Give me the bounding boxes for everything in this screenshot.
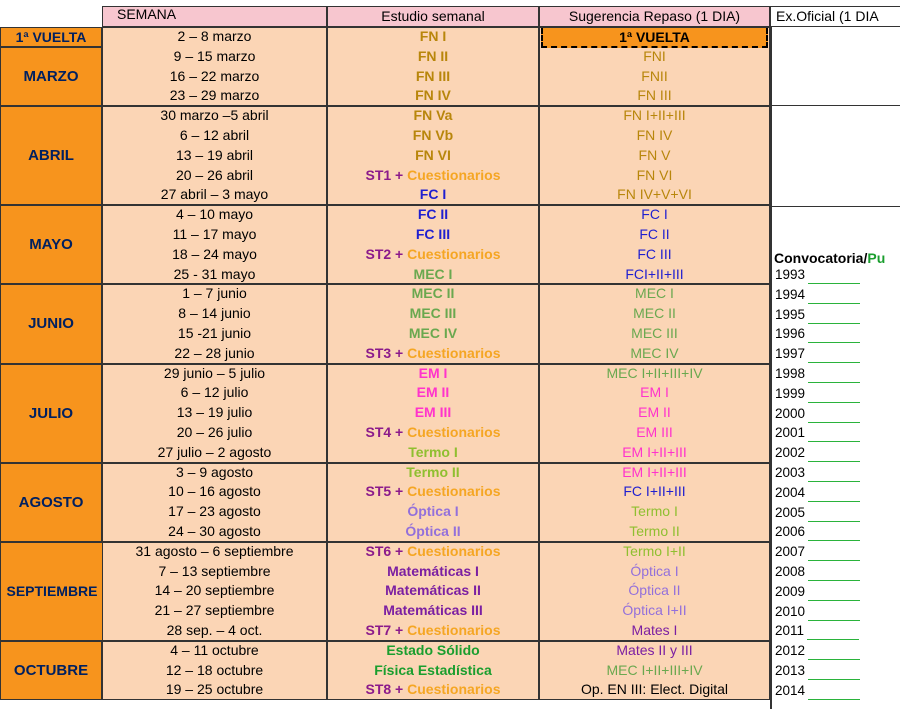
review-segment: MEC I+II+III+IV	[606, 661, 703, 678]
score-blank[interactable]	[808, 349, 860, 363]
score-blank[interactable]	[808, 310, 860, 324]
score-blank[interactable]	[808, 448, 860, 462]
review-segment: EM I+II+III	[622, 443, 687, 460]
score-blank[interactable]	[808, 468, 860, 482]
study-cell	[327, 245, 539, 264]
year-entry	[775, 523, 860, 541]
review-segment: FN IV+V+VI	[617, 186, 692, 203]
review-segment: FN IV	[636, 127, 673, 143]
review-segment: FNI	[643, 47, 666, 64]
study-cell	[327, 641, 539, 660]
review-cell	[539, 482, 770, 501]
year-label: 2008	[775, 564, 806, 579]
header-semana: SEMANA	[102, 6, 327, 27]
study-segment: +	[391, 245, 408, 262]
review-segment: MEC II	[633, 305, 676, 322]
review-cell	[539, 383, 770, 402]
vuelta-label: 1ª VUELTA	[0, 27, 102, 47]
review-cell	[539, 344, 770, 363]
study-cell	[327, 680, 539, 699]
review-segment: MEC III	[631, 325, 678, 341]
study-segment: Física Estadística	[374, 661, 492, 678]
year-entry	[775, 306, 860, 324]
study-cell	[327, 146, 539, 165]
week-cell: 1 – 7 junio	[182, 285, 247, 302]
review-cell	[539, 67, 770, 86]
week-cell: 3 – 9 agosto	[175, 463, 254, 480]
week-cell: 18 – 24 mayo	[172, 245, 257, 262]
week-cell: 13 – 19 julio	[176, 404, 253, 421]
year-entry	[775, 543, 860, 561]
year-label: 2006	[775, 524, 806, 540]
study-cell	[327, 284, 539, 303]
year-label: 1997	[775, 346, 806, 362]
review-cell	[539, 324, 770, 343]
week-cell: 28 sep. – 4 oct.	[166, 622, 263, 638]
study-segment: ST7	[365, 622, 392, 638]
study-cell	[327, 522, 539, 541]
week-cell: 6 – 12 julio	[180, 384, 249, 401]
year-label: 2001	[775, 425, 806, 441]
study-segment: Matemáticas I	[387, 562, 479, 579]
week-cell: 6 – 12 abril	[179, 127, 250, 143]
study-segment: FN Va	[413, 107, 453, 124]
year-label: 2000	[775, 405, 806, 421]
review-cell	[539, 265, 770, 284]
study-segment: FN III	[415, 67, 451, 84]
review-segment: EM I	[640, 384, 669, 401]
study-segment: FC II	[417, 206, 449, 223]
week-cell: 19 – 25 octubre	[165, 681, 264, 698]
study-segment: FN I	[419, 28, 447, 44]
week-cell: 4 – 11 octubre	[170, 641, 259, 658]
review-segment: FCI+II+III	[625, 265, 684, 282]
review-segment: MEC I+II+III+IV	[606, 364, 703, 381]
study-segment: +	[391, 483, 408, 500]
review-cell	[539, 502, 770, 521]
week-cell: 25 - 31 mayo	[173, 265, 256, 282]
week-cell: 2 – 8 marzo	[177, 28, 252, 44]
study-cell	[327, 304, 539, 323]
study-segment: Estado Sólido	[386, 641, 480, 658]
study-cell	[327, 344, 539, 363]
review-cell	[539, 86, 770, 105]
year-entry	[775, 325, 860, 343]
year-entry	[775, 424, 860, 442]
review-segment: FN VI	[636, 166, 673, 183]
study-segment: ST6	[365, 542, 392, 559]
score-blank[interactable]	[808, 270, 860, 284]
study-segment: Termo I	[408, 443, 458, 460]
review-segment: EM III	[636, 424, 673, 440]
month-octubre: OCTUBRE	[0, 641, 102, 700]
month-abril: ABRIL	[0, 106, 102, 205]
review-segment: MEC IV	[630, 344, 679, 361]
month-junio: JUNIO	[0, 284, 102, 363]
year-label: 2009	[775, 583, 806, 599]
study-cell	[327, 601, 539, 620]
study-segment: FC III	[415, 226, 451, 242]
year-entry	[775, 365, 860, 383]
year-entry	[775, 444, 860, 462]
review-segment: Termo I	[631, 503, 678, 520]
year-label: 2002	[775, 445, 806, 461]
study-cell	[327, 621, 539, 640]
score-blank[interactable]	[808, 389, 860, 403]
month-agosto: AGOSTO	[0, 463, 102, 542]
review-cell	[539, 166, 770, 185]
study-cell	[327, 86, 539, 105]
review-segment: Óptica I+II	[622, 602, 687, 619]
review-segment: Óptica II	[628, 582, 681, 599]
week-cell: 10 – 16 agosto	[168, 483, 261, 500]
study-cell	[327, 185, 539, 204]
study-segment: FN VI	[415, 146, 451, 163]
score-blank[interactable]	[808, 508, 860, 522]
year-entry	[775, 603, 860, 621]
convocatoria-slash: /	[863, 250, 868, 266]
study-segment: Cuestionarios	[407, 483, 501, 500]
week-cell: 24 – 30 agosto	[168, 523, 261, 539]
year-entry	[775, 266, 860, 284]
study-segment: Cuestionarios	[407, 681, 501, 698]
review-segment: Termo II	[629, 523, 680, 539]
study-segment: ST1	[365, 166, 392, 183]
review-cell	[539, 581, 770, 600]
study-segment: Cuestionarios	[407, 622, 501, 638]
study-cell	[327, 126, 539, 145]
header-estudio: Estudio semanal	[327, 6, 539, 27]
review-cell	[539, 680, 770, 699]
convocatoria-word: Convocatoria	[774, 250, 864, 266]
review-segment: Mates I	[631, 622, 678, 638]
study-segment: ST8	[365, 681, 392, 698]
review-cell	[539, 47, 770, 66]
study-cell	[327, 482, 539, 501]
year-entry	[775, 286, 860, 304]
week-cell: 20 – 26 julio	[176, 424, 253, 440]
study-cell	[327, 205, 539, 224]
review-cell	[539, 284, 770, 303]
week-cell: 22 – 28 junio	[174, 344, 255, 361]
month-julio: JULIO	[0, 364, 102, 463]
exoficial-row-divider	[770, 206, 900, 207]
study-cell	[327, 581, 539, 600]
study-segment: +	[391, 166, 408, 183]
score-blank[interactable]	[807, 626, 859, 640]
review-segment: FN III	[637, 87, 672, 104]
study-segment: Cuestionarios	[407, 424, 501, 440]
study-segment: EM II	[416, 384, 450, 401]
week-cell: 13 – 19 abril	[175, 146, 254, 163]
study-segment: Cuestionarios	[407, 344, 501, 361]
review-segment: Op. EN III: Elect. Digital	[580, 681, 729, 698]
year-entry	[775, 405, 860, 423]
study-cell	[327, 47, 539, 66]
review-segment: FC II	[639, 226, 670, 242]
study-cell	[327, 562, 539, 581]
study-cell	[327, 27, 539, 46]
study-segment: Termo II	[406, 463, 460, 480]
study-cell	[327, 364, 539, 383]
year-label: 2005	[775, 504, 806, 520]
year-entry	[775, 464, 860, 482]
study-cell	[327, 463, 539, 482]
review-segment: FN I+II+III	[623, 107, 686, 124]
study-cell	[327, 106, 539, 125]
study-cell	[327, 324, 539, 343]
year-label: 2011	[775, 623, 805, 639]
week-cell: 29 junio – 5 julio	[163, 364, 266, 381]
week-cell: 4 – 10 mayo	[175, 206, 254, 223]
score-blank[interactable]	[808, 409, 860, 423]
week-cell: 21 – 27 septiembre	[154, 602, 275, 619]
year-label: 2014	[775, 682, 806, 698]
study-segment: Óptica II	[405, 523, 461, 539]
study-cell	[327, 265, 539, 284]
year-entry	[775, 583, 860, 601]
week-cell: 30 marzo –5 abril	[160, 107, 269, 124]
review-segment: Mates II y III	[616, 641, 693, 658]
study-segment: +	[391, 622, 408, 638]
score-blank[interactable]	[808, 488, 860, 502]
review-segment: FC I	[641, 206, 668, 223]
score-blank[interactable]	[808, 567, 860, 581]
study-cell	[327, 67, 539, 86]
review-segment: MEC I	[635, 285, 674, 302]
study-cell	[327, 166, 539, 185]
week-cell: 27 julio – 2 agosto	[157, 443, 272, 460]
study-segment: MEC III	[409, 305, 457, 322]
week-cell: 14 – 20 septiembre	[154, 582, 275, 599]
score-blank[interactable]	[808, 369, 860, 383]
study-cell	[327, 542, 539, 561]
year-label: 2012	[775, 643, 806, 659]
study-segment: MEC I	[413, 265, 453, 282]
study-segment: +	[391, 681, 408, 698]
study-cell	[327, 403, 539, 422]
review-cell	[539, 403, 770, 422]
week-cell: 8 – 14 junio	[178, 305, 251, 322]
review-cell	[539, 225, 770, 244]
review-segment: FC III	[637, 245, 672, 262]
review-cell	[539, 245, 770, 264]
study-cell	[327, 423, 539, 442]
study-segment: ST2	[365, 245, 392, 262]
year-label: 1994	[775, 286, 806, 302]
year-entry	[775, 622, 859, 640]
study-segment: FN IV	[415, 87, 451, 104]
study-segment: +	[391, 344, 408, 361]
review-segment: FNII	[641, 67, 668, 84]
study-segment: FC I	[419, 186, 447, 203]
study-segment: Cuestionarios	[407, 245, 501, 262]
study-segment: MEC IV	[408, 325, 458, 341]
study-segment: MEC II	[411, 285, 455, 302]
study-segment: Matemáticas III	[383, 602, 483, 619]
study-segment: Matemáticas II	[385, 582, 481, 599]
week-cell: 9 – 15 marzo	[173, 47, 256, 64]
convocatoria-label	[774, 249, 885, 267]
review-cell	[539, 621, 770, 640]
score-blank[interactable]	[808, 547, 860, 561]
study-cell	[327, 661, 539, 680]
year-entry	[775, 563, 860, 581]
year-label: 2013	[775, 663, 806, 678]
score-blank[interactable]	[808, 329, 860, 343]
review-cell	[539, 542, 770, 561]
review-cell	[539, 205, 770, 224]
year-entry	[775, 682, 860, 700]
score-blank[interactable]	[808, 290, 860, 304]
year-label: 1999	[775, 385, 806, 401]
exoficial-column	[770, 27, 772, 709]
study-cell	[327, 383, 539, 402]
review-cell	[539, 522, 770, 541]
year-label: 2007	[775, 544, 806, 560]
review-cell	[539, 146, 770, 165]
review-cell	[539, 463, 770, 482]
week-cell: 17 – 23 agosto	[168, 503, 261, 520]
review-segment: Óptica I	[630, 562, 679, 579]
year-label: 1993	[775, 267, 806, 282]
year-entry	[775, 345, 860, 363]
score-blank[interactable]	[808, 646, 860, 660]
week-cell: 27 abril – 3 mayo	[160, 186, 269, 203]
review-cell	[539, 601, 770, 620]
week-cell: 16 – 22 marzo	[169, 67, 260, 84]
week-cell: 20 – 26 abril	[175, 166, 254, 183]
header-sugerencia: Sugerencia Repaso (1 DIA)	[539, 6, 770, 27]
year-label: 1995	[775, 306, 806, 322]
review-cell	[539, 126, 770, 145]
week-cell: 12 – 18 octubre	[165, 661, 264, 678]
study-segment: ST5	[365, 483, 392, 500]
review-cell	[539, 364, 770, 383]
year-entry	[775, 484, 860, 502]
study-segment: Cuestionarios	[407, 166, 501, 183]
year-entry	[775, 504, 860, 522]
year-entry	[775, 642, 860, 660]
score-blank[interactable]	[808, 686, 860, 700]
review-cell	[539, 562, 770, 581]
year-entry	[775, 385, 860, 403]
study-segment: EM I	[418, 364, 448, 381]
study-segment: FN Vb	[412, 127, 454, 143]
vuelta-box: 1ª VUELTA	[541, 28, 768, 48]
review-cell	[539, 185, 770, 204]
review-segment: FN V	[638, 146, 671, 163]
month-septiembre: SEPTIEMBRE	[0, 542, 104, 641]
study-segment: Cuestionarios	[407, 542, 501, 559]
study-cell	[327, 225, 539, 244]
convocatoria-rest: Pu	[867, 250, 886, 266]
month-mayo: MAYO	[0, 205, 102, 284]
review-cell	[539, 443, 770, 462]
study-segment: EM III	[414, 404, 452, 421]
study-cell	[327, 502, 539, 521]
month-marzo: MARZO	[0, 47, 102, 106]
year-label: 2010	[775, 603, 806, 619]
week-cell: 15 -21 junio	[177, 325, 252, 341]
score-blank[interactable]	[808, 527, 860, 541]
study-segment: FN II	[417, 47, 449, 64]
score-blank[interactable]	[808, 666, 860, 680]
review-cell	[539, 423, 770, 442]
review-segment: FC I+II+III	[623, 483, 686, 500]
review-cell	[539, 106, 770, 125]
year-label: 1998	[775, 366, 806, 381]
review-cell	[539, 304, 770, 323]
week-cell: 7 – 13 septiembre	[158, 562, 271, 579]
review-cell	[539, 661, 770, 680]
study-segment: ST3	[365, 344, 392, 361]
review-segment: Termo I+II	[623, 542, 686, 559]
review-cell	[539, 641, 770, 660]
week-cell: 11 – 17 mayo	[172, 226, 257, 242]
score-blank[interactable]	[808, 587, 860, 601]
year-entry	[775, 662, 860, 680]
exoficial-row-divider	[770, 105, 900, 106]
study-segment: +	[391, 542, 408, 559]
study-segment: Óptica I	[407, 503, 459, 520]
study-segment: ST4	[365, 424, 392, 440]
score-blank[interactable]	[808, 607, 860, 621]
score-blank[interactable]	[808, 428, 860, 442]
week-cell: 23 – 29 marzo	[169, 87, 260, 104]
year-label: 2003	[775, 465, 806, 480]
week-cell: 31 agosto – 6 septiembre	[135, 542, 294, 559]
header-exoficial: Ex.Oficial (1 DIA	[770, 6, 900, 27]
study-segment: +	[391, 424, 408, 440]
study-cell	[327, 443, 539, 462]
review-segment: EM I+II+III	[622, 463, 687, 480]
year-label: 1996	[775, 326, 806, 342]
review-segment: EM II	[638, 404, 671, 421]
year-label: 2004	[775, 484, 806, 500]
